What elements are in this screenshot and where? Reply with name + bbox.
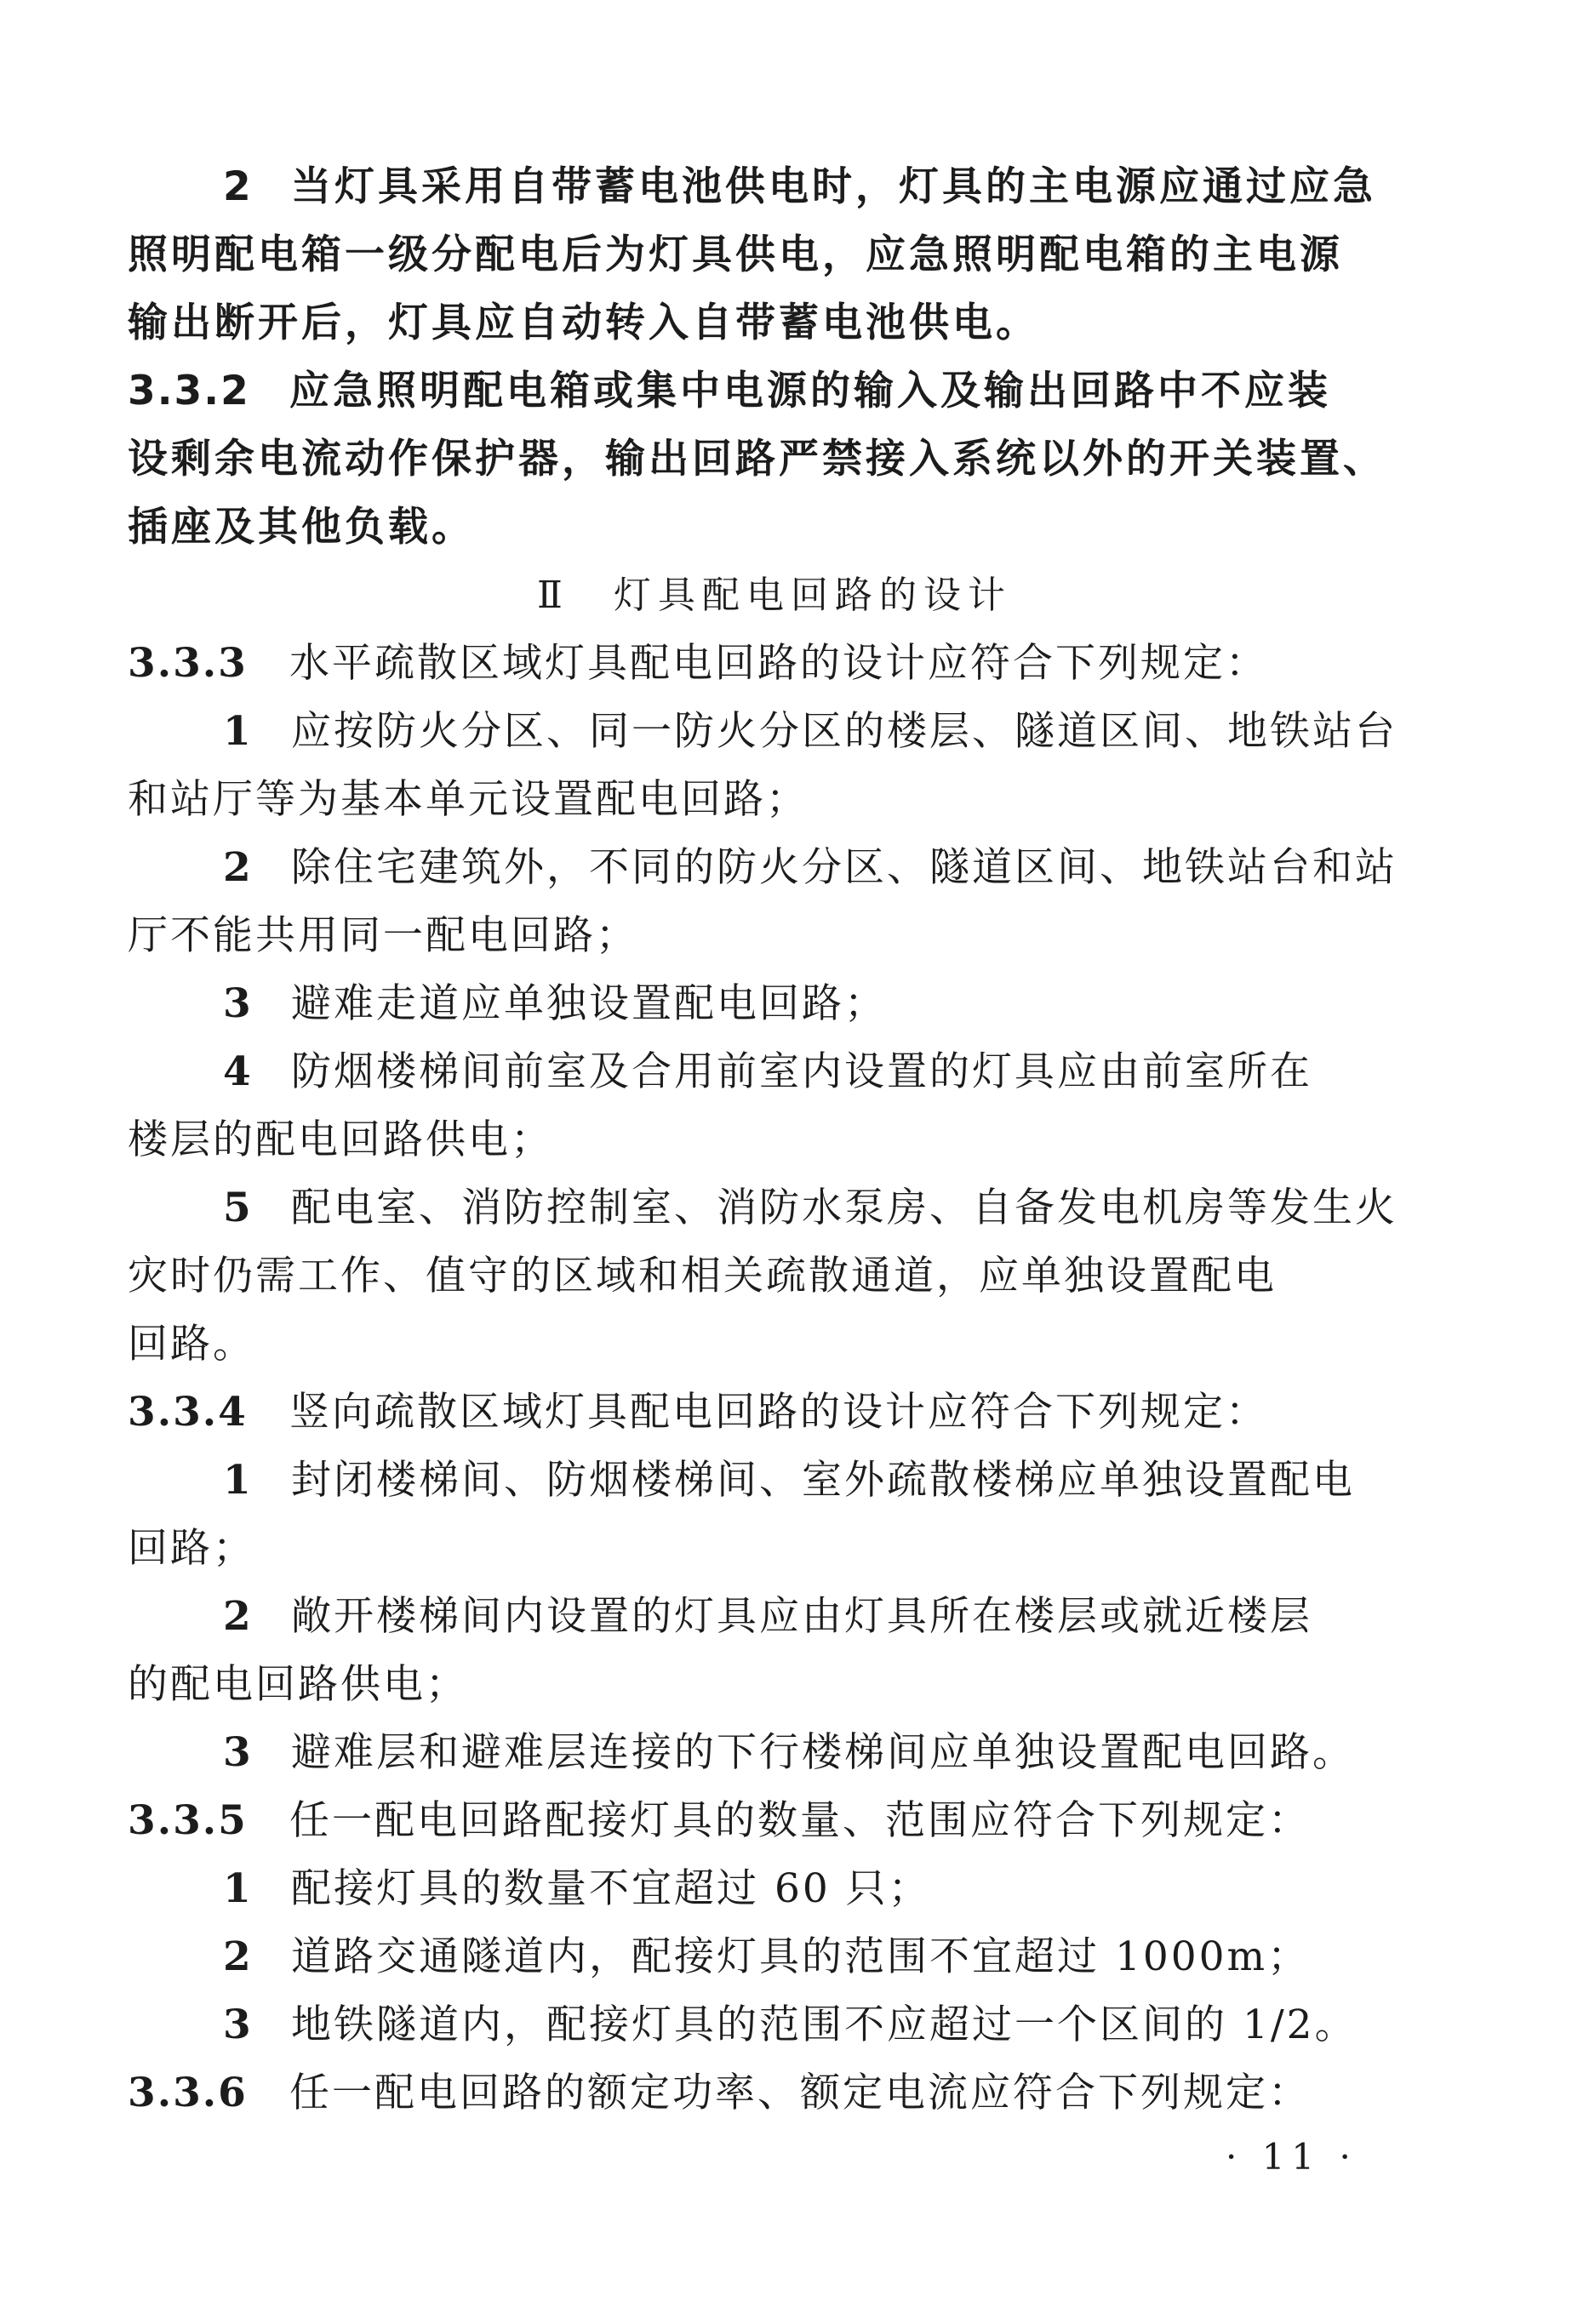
line-text: 设剩余电流动作保护器，输出回路严禁接入系统以外的开关装置、 xyxy=(128,436,1386,483)
line-text: 任一配电回路的额定功率、额定电流应符合下列规定： xyxy=(289,2070,1311,2116)
line-text: 封闭楼梯间、防烟楼梯间、室外疏散楼梯应单独设置配电 xyxy=(291,1457,1355,1504)
line-text: 防烟楼梯间前室及合用前室内设置的灯具应由前室所在 xyxy=(291,1048,1312,1095)
line-text: 灾时仍需工作、值守的区域和相关疏散通道，应单独设置配电 xyxy=(128,1253,1277,1299)
item-number: 1 xyxy=(223,1865,254,1912)
line-text: 厅不能共用同一配电回路； xyxy=(128,912,638,959)
item-line xyxy=(128,1583,1421,1651)
line-text: 竖向疏散区域灯具配电回路的设计应符合下列规定： xyxy=(289,1389,1268,1436)
item-line xyxy=(128,698,1421,766)
clause-line xyxy=(128,630,1421,698)
item-number: 4 xyxy=(223,1048,254,1095)
clause-number: 3.3.2 xyxy=(128,368,250,414)
item-number: 2 xyxy=(223,163,254,210)
text-line xyxy=(128,766,1421,834)
item-line xyxy=(128,1719,1421,1787)
line-text: 配接灯具的数量不宜超过 60 只； xyxy=(291,1865,931,1912)
text-line xyxy=(128,1515,1421,1583)
clause-number: 3.3.4 xyxy=(128,1389,248,1436)
item-line xyxy=(128,1447,1421,1515)
text-line xyxy=(128,1651,1421,1719)
item-line xyxy=(128,1991,1421,2059)
line-text: 的配电回路供电； xyxy=(128,1661,468,1708)
item-line xyxy=(128,1855,1421,1923)
item-number: 3 xyxy=(223,2001,254,2048)
item-number: 2 xyxy=(223,1593,254,1640)
item-line xyxy=(128,1038,1421,1106)
clause-number: 3.3.6 xyxy=(128,2070,248,2116)
line-text: 道路交通隧道内，配接灯具的范围不宜超过 1000m； xyxy=(291,1933,1311,1980)
line-text: 避难层和避难层连接的下行楼梯间应单独设置配电回路。 xyxy=(291,1729,1355,1776)
text-line xyxy=(128,494,1421,562)
document-page xyxy=(128,153,1421,2127)
text-line xyxy=(128,425,1421,494)
item-number: 5 xyxy=(223,1185,254,1231)
line-text: 敞开楼梯间内设置的灯具应由灯具所在楼层或就近楼层 xyxy=(291,1593,1312,1640)
line-text: 插座及其他负载。 xyxy=(128,504,475,551)
line-text: 应按防火分区、同一防火分区的楼层、隧道区间、地铁站台 xyxy=(291,708,1398,755)
text-line xyxy=(128,1242,1421,1310)
item-number: 2 xyxy=(223,1933,254,1980)
line-text: 楼层的配电回路供电； xyxy=(128,1116,553,1163)
item-number: 3 xyxy=(223,1729,254,1776)
text-line xyxy=(128,902,1421,970)
section-heading: Ⅱ 灯具配电回路的设计 xyxy=(537,574,1012,617)
item-line xyxy=(128,834,1421,902)
item-line xyxy=(128,153,1421,221)
item-line xyxy=(128,970,1421,1038)
text-line xyxy=(128,1310,1421,1379)
item-number: 2 xyxy=(223,844,254,891)
line-text: 水平疏散区域灯具配电回路的设计应符合下列规定： xyxy=(289,640,1268,687)
clause-line xyxy=(128,2059,1421,2127)
line-text: 应急照明配电箱或集中电源的输入及输出回路中不应装 xyxy=(289,368,1331,414)
line-text: 配电室、消防控制室、消防水泵房、自备发电机房等发生火 xyxy=(291,1185,1398,1231)
text-line xyxy=(128,289,1421,357)
line-text: 回路。 xyxy=(128,1321,255,1368)
clause-line xyxy=(128,1787,1421,1855)
clause-line xyxy=(128,1379,1421,1447)
line-text: 除住宅建筑外，不同的防火分区、隧道区间、地铁站台和站 xyxy=(291,844,1398,891)
page-number: · 11 · xyxy=(1226,2136,1358,2178)
line-text: 照明配电箱一级分配电后为灯具供电，应急照明配电箱的主电源 xyxy=(128,231,1343,278)
line-text: 回路； xyxy=(128,1525,255,1572)
item-number: 3 xyxy=(223,980,254,1027)
item-number: 1 xyxy=(223,1457,254,1504)
line-text: 地铁隧道内，配接灯具的范围不应超过一个区间的 1/2。 xyxy=(291,2001,1358,2048)
text-line xyxy=(128,221,1421,289)
line-text: 任一配电回路配接灯具的数量、范围应符合下列规定： xyxy=(289,1797,1311,1844)
line-text: 输出断开后，灯具应自动转入自带蓄电池供电。 xyxy=(128,300,1039,346)
line-text: 避难走道应单独设置配电回路； xyxy=(291,980,887,1027)
item-line xyxy=(128,1174,1421,1242)
text-line xyxy=(128,1106,1421,1174)
line-text: 和站厅等为基本单元设置配电回路； xyxy=(128,776,809,823)
clause-number: 3.3.3 xyxy=(128,640,248,687)
item-line xyxy=(128,1923,1421,1991)
clause-line xyxy=(128,357,1421,425)
line-text: 当灯具采用自带蓄电池供电时，灯具的主电源应通过应急 xyxy=(291,163,1376,210)
clause-number: 3.3.5 xyxy=(128,1797,248,1844)
item-number: 1 xyxy=(223,708,254,755)
